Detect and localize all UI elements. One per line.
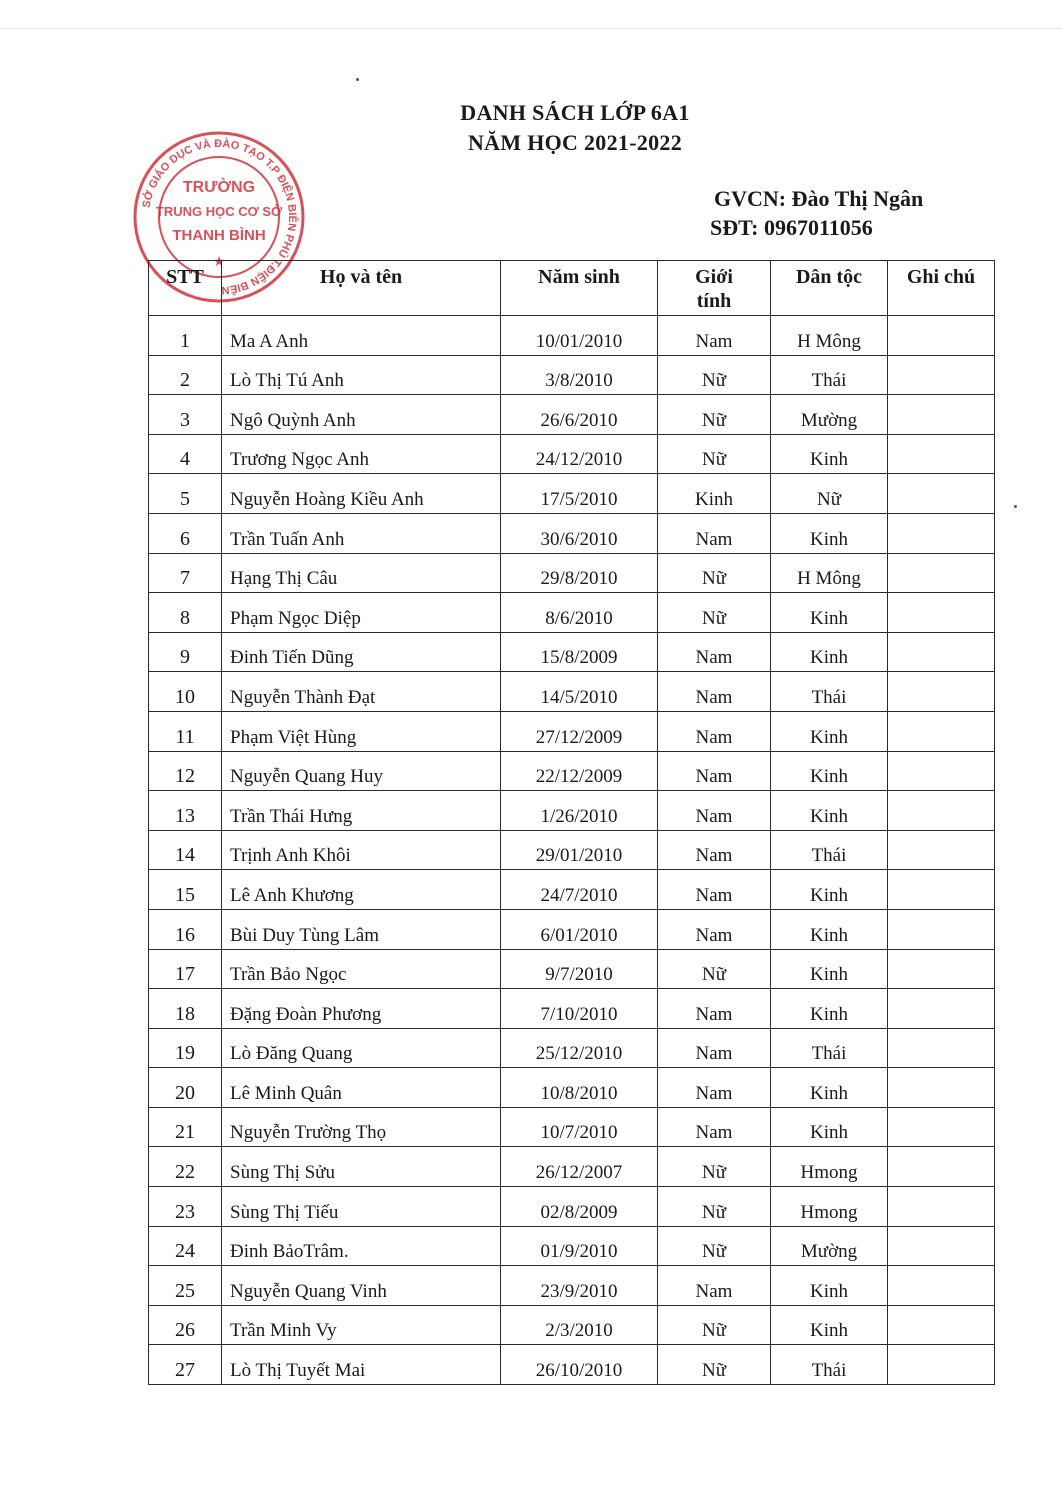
cell-full-name: Lò Thị Tuyết Mai — [222, 1345, 501, 1385]
cell-ethnicity: Mường — [771, 395, 888, 435]
cell-stt: 14 — [149, 830, 222, 870]
cell-note — [888, 1305, 995, 1345]
table-row — [149, 989, 995, 1029]
table-row — [149, 711, 995, 751]
scan-edge-line — [0, 28, 1062, 29]
cell-ethnicity: Kinh — [771, 909, 888, 949]
cell-gender: Nam — [658, 989, 771, 1029]
cell-birth-date: 10/8/2010 — [501, 1068, 658, 1108]
cell-full-name: Hạng Thị Câu — [222, 553, 501, 593]
cell-birth-date: 26/10/2010 — [501, 1345, 658, 1385]
scan-speck — [1014, 505, 1017, 508]
cell-note — [888, 672, 995, 712]
cell-ethnicity: H Mông — [771, 316, 888, 356]
cell-full-name: Lò Đăng Quang — [222, 1028, 501, 1068]
table-row — [149, 395, 995, 435]
table-row — [149, 355, 995, 395]
cell-stt: 24 — [149, 1226, 222, 1266]
cell-stt: 19 — [149, 1028, 222, 1068]
cell-stt: 15 — [149, 870, 222, 910]
table-row — [149, 434, 995, 474]
cell-full-name: Trần Tuấn Anh — [222, 513, 501, 553]
cell-ethnicity: Kinh — [771, 1107, 888, 1147]
cell-stt: 10 — [149, 672, 222, 712]
cell-birth-date: 1/26/2010 — [501, 791, 658, 831]
cell-gender: Nam — [658, 830, 771, 870]
cell-birth-date: 29/01/2010 — [501, 830, 658, 870]
table-row — [149, 553, 995, 593]
cell-birth-date: 25/12/2010 — [501, 1028, 658, 1068]
cell-gender: Nam — [658, 791, 771, 831]
cell-ethnicity: Thái — [771, 355, 888, 395]
svg-text:★: ★ — [212, 253, 226, 269]
svg-text:TRƯỜNG: TRƯỜNG — [182, 179, 256, 196]
cell-gender: Nữ — [658, 593, 771, 633]
cell-gender: Nam — [658, 711, 771, 751]
cell-note — [888, 870, 995, 910]
cell-full-name: Lê Minh Quân — [222, 1068, 501, 1108]
svg-text:SỞ GIÁO DỤC VÀ ĐÀO TẠO T.P ĐIỆ: SỞ GIÁO DỤC VÀ ĐÀO TẠO T.P ĐIỆN BIÊN PHỦ T.ĐIỆN BIÊN — [140, 137, 299, 297]
table-row — [149, 1147, 995, 1187]
cell-ethnicity: Kinh — [771, 870, 888, 910]
cell-birth-date: 10/01/2010 — [501, 316, 658, 356]
cell-ethnicity: Hmong — [771, 1147, 888, 1187]
cell-note — [888, 1187, 995, 1227]
cell-gender: Nữ — [658, 1226, 771, 1266]
table-row — [149, 751, 995, 791]
svg-text:TRUNG HỌC CƠ SỞ: TRUNG HỌC CƠ SỞ — [155, 204, 283, 219]
cell-ethnicity: Kinh — [771, 751, 888, 791]
cell-birth-date: 26/6/2010 — [501, 395, 658, 435]
cell-gender: Nam — [658, 751, 771, 791]
header-note: Ghi chú — [888, 261, 995, 316]
cell-gender: Nữ — [658, 434, 771, 474]
cell-gender: Nam — [658, 316, 771, 356]
cell-birth-date: 15/8/2009 — [501, 632, 658, 672]
cell-note — [888, 316, 995, 356]
cell-stt: 26 — [149, 1305, 222, 1345]
cell-note — [888, 1266, 995, 1306]
cell-ethnicity: Kinh — [771, 513, 888, 553]
table-row — [149, 830, 995, 870]
cell-note — [888, 1147, 995, 1187]
table-row — [149, 1028, 995, 1068]
cell-ethnicity: Kinh — [771, 1068, 888, 1108]
cell-stt: 13 — [149, 791, 222, 831]
cell-ethnicity: Kinh — [771, 989, 888, 1029]
cell-ethnicity: Kinh — [771, 1305, 888, 1345]
cell-gender: Nữ — [658, 1147, 771, 1187]
cell-gender: Kinh — [658, 474, 771, 514]
cell-gender: Nữ — [658, 553, 771, 593]
cell-full-name: Bùi Duy Tùng Lâm — [222, 909, 501, 949]
cell-birth-date: 29/8/2010 — [501, 553, 658, 593]
table-row — [149, 1345, 995, 1385]
table-row — [149, 870, 995, 910]
table-row — [149, 513, 995, 553]
cell-gender: Nữ — [658, 1187, 771, 1227]
cell-stt: 9 — [149, 632, 222, 672]
cell-birth-date: 24/7/2010 — [501, 870, 658, 910]
cell-stt: 17 — [149, 949, 222, 989]
cell-stt: 7 — [149, 553, 222, 593]
cell-birth-date: 24/12/2010 — [501, 434, 658, 474]
cell-stt: 16 — [149, 909, 222, 949]
cell-ethnicity: Hmong — [771, 1187, 888, 1227]
document-title: DANH SÁCH LỚP 6A1 — [460, 100, 690, 125]
cell-note — [888, 751, 995, 791]
cell-stt: 27 — [149, 1345, 222, 1385]
cell-full-name: Phạm Việt Hùng — [222, 711, 501, 751]
table-row — [149, 909, 995, 949]
header-birth-date: Năm sinh — [501, 261, 658, 316]
cell-full-name: Ngô Quỳnh Anh — [222, 395, 501, 435]
scan-speck — [356, 78, 359, 81]
header-full-name: Họ và tên — [222, 261, 501, 316]
table-row — [149, 593, 995, 633]
cell-full-name: Trương Ngọc Anh — [222, 434, 501, 474]
table-header-row — [149, 261, 995, 316]
cell-ethnicity: Kinh — [771, 632, 888, 672]
cell-stt: 20 — [149, 1068, 222, 1108]
cell-note — [888, 395, 995, 435]
cell-full-name: Sùng Thị Sửu — [222, 1147, 501, 1187]
cell-note — [888, 1028, 995, 1068]
table-row — [149, 1107, 995, 1147]
cell-full-name: Nguyễn Thành Đạt — [222, 672, 501, 712]
cell-gender: Nam — [658, 632, 771, 672]
table-row — [149, 1266, 995, 1306]
homeroom-teacher: GVCN: Đào Thị Ngân — [714, 186, 924, 211]
table-row — [149, 672, 995, 712]
cell-full-name: Nguyễn Quang Huy — [222, 751, 501, 791]
school-year: NĂM HỌC 2021-2022 — [467, 130, 683, 155]
teacher-phone: SĐT: 0967011056 — [710, 215, 873, 240]
cell-birth-date: 6/01/2010 — [501, 909, 658, 949]
cell-full-name: Lê Anh Khương — [222, 870, 501, 910]
cell-birth-date: 23/9/2010 — [501, 1266, 658, 1306]
cell-note — [888, 791, 995, 831]
cell-ethnicity: Thái — [771, 672, 888, 712]
cell-full-name: Nguyễn Hoàng Kiều Anh — [222, 474, 501, 514]
cell-full-name: Trần Bảo Ngọc — [222, 949, 501, 989]
cell-gender: Nam — [658, 1068, 771, 1108]
cell-birth-date: 9/7/2010 — [501, 949, 658, 989]
table-row — [149, 791, 995, 831]
cell-birth-date: 7/10/2010 — [501, 989, 658, 1029]
table-row — [149, 316, 995, 356]
cell-note — [888, 830, 995, 870]
cell-gender: Nam — [658, 1266, 771, 1306]
cell-birth-date: 2/3/2010 — [501, 1305, 658, 1345]
svg-text:THANH BÌNH: THANH BÌNH — [172, 227, 266, 244]
cell-stt: 12 — [149, 751, 222, 791]
cell-full-name: Lò Thị Tú Anh — [222, 355, 501, 395]
cell-full-name: Phạm Ngọc Diệp — [222, 593, 501, 633]
cell-full-name: Trần Minh Vy — [222, 1305, 501, 1345]
cell-birth-date: 26/12/2007 — [501, 1147, 658, 1187]
cell-full-name: Trịnh Anh Khôi — [222, 830, 501, 870]
cell-ethnicity: Kinh — [771, 791, 888, 831]
cell-gender: Nữ — [658, 395, 771, 435]
cell-note — [888, 593, 995, 633]
cell-stt: 3 — [149, 395, 222, 435]
cell-stt: 22 — [149, 1147, 222, 1187]
cell-ethnicity: H Mông — [771, 553, 888, 593]
cell-stt: 18 — [149, 989, 222, 1029]
cell-stt: 4 — [149, 434, 222, 474]
cell-ethnicity: Thái — [771, 830, 888, 870]
cell-birth-date: 22/12/2009 — [501, 751, 658, 791]
table-row — [149, 949, 995, 989]
table-row — [149, 1187, 995, 1227]
cell-birth-date: 10/7/2010 — [501, 1107, 658, 1147]
cell-stt: 1 — [149, 316, 222, 356]
cell-gender: Nam — [658, 513, 771, 553]
cell-birth-date: 27/12/2009 — [501, 711, 658, 751]
cell-note — [888, 949, 995, 989]
student-roster-table — [148, 260, 995, 1385]
cell-gender: Nam — [658, 1028, 771, 1068]
cell-birth-date: 8/6/2010 — [501, 593, 658, 633]
cell-gender: Nam — [658, 870, 771, 910]
cell-full-name: Đinh BảoTrâm. — [222, 1226, 501, 1266]
cell-gender: Nữ — [658, 355, 771, 395]
cell-stt: 21 — [149, 1107, 222, 1147]
cell-birth-date: 01/9/2010 — [501, 1226, 658, 1266]
cell-note — [888, 989, 995, 1029]
cell-ethnicity: Thái — [771, 1028, 888, 1068]
cell-note — [888, 909, 995, 949]
cell-full-name: Trần Thái Hưng — [222, 791, 501, 831]
cell-stt: 25 — [149, 1266, 222, 1306]
table-row — [149, 474, 995, 514]
table-row — [149, 1226, 995, 1266]
cell-gender: Nam — [658, 672, 771, 712]
cell-note — [888, 1068, 995, 1108]
cell-ethnicity: Nữ — [771, 474, 888, 514]
cell-full-name: Nguyễn Trường Thọ — [222, 1107, 501, 1147]
cell-ethnicity: Kinh — [771, 711, 888, 751]
cell-note — [888, 632, 995, 672]
cell-stt: 5 — [149, 474, 222, 514]
cell-stt: 11 — [149, 711, 222, 751]
cell-note — [888, 474, 995, 514]
cell-gender: Nữ — [658, 949, 771, 989]
cell-ethnicity: Mường — [771, 1226, 888, 1266]
header-stt: STT — [149, 261, 222, 316]
cell-birth-date: 14/5/2010 — [501, 672, 658, 712]
cell-note — [888, 513, 995, 553]
cell-ethnicity: Kinh — [771, 593, 888, 633]
cell-ethnicity: Kinh — [771, 434, 888, 474]
header-gender: Giới tính — [658, 261, 771, 316]
cell-stt: 6 — [149, 513, 222, 553]
cell-ethnicity: Kinh — [771, 1266, 888, 1306]
cell-stt: 23 — [149, 1187, 222, 1227]
cell-gender: Nam — [658, 909, 771, 949]
cell-full-name: Đinh Tiến Dũng — [222, 632, 501, 672]
cell-full-name: Đặng Đoàn Phương — [222, 989, 501, 1029]
cell-stt: 2 — [149, 355, 222, 395]
cell-note — [888, 1107, 995, 1147]
cell-birth-date: 17/5/2010 — [501, 474, 658, 514]
cell-full-name: Nguyễn Quang Vinh — [222, 1266, 501, 1306]
cell-birth-date: 3/8/2010 — [501, 355, 658, 395]
cell-stt: 8 — [149, 593, 222, 633]
cell-note — [888, 355, 995, 395]
cell-gender: Nữ — [658, 1305, 771, 1345]
cell-gender: Nam — [658, 1107, 771, 1147]
cell-gender: Nữ — [658, 1345, 771, 1385]
cell-birth-date: 02/8/2009 — [501, 1187, 658, 1227]
table-row — [149, 632, 995, 672]
cell-birth-date: 30/6/2010 — [501, 513, 658, 553]
table-row — [149, 1068, 995, 1108]
cell-note — [888, 434, 995, 474]
cell-ethnicity: Thái — [771, 1345, 888, 1385]
table-row — [149, 1305, 995, 1345]
cell-note — [888, 711, 995, 751]
cell-ethnicity: Kinh — [771, 949, 888, 989]
cell-full-name: Sùng Thị Tiếu — [222, 1187, 501, 1227]
cell-full-name: Ma A Anh — [222, 316, 501, 356]
header-ethnicity: Dân tộc — [771, 261, 888, 316]
cell-note — [888, 1226, 995, 1266]
cell-note — [888, 1345, 995, 1385]
cell-note — [888, 553, 995, 593]
